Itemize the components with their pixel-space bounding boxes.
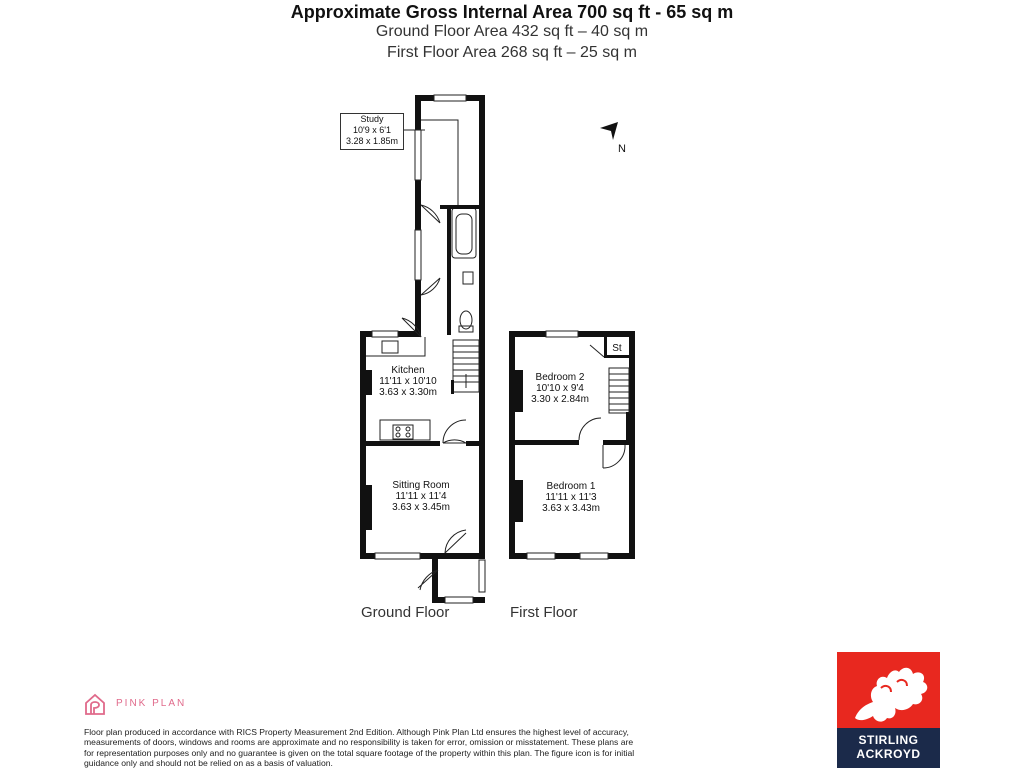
sitting-room-name: Sitting Room [392, 480, 450, 491]
kitchen-name: Kitchen [391, 365, 425, 376]
logo-navy-panel [837, 728, 940, 768]
wall [604, 355, 629, 358]
bedroom1-metric: 3.63 x 3.43m [542, 503, 600, 514]
door [590, 345, 604, 357]
chimney-breast [366, 485, 372, 530]
worktop [380, 420, 430, 440]
study-metric: 3.28 x 1.85m [345, 136, 399, 146]
study-imperial: 10'9 x 6'1 [353, 125, 391, 135]
wall [466, 441, 479, 446]
house-icon [84, 692, 106, 716]
door [603, 445, 625, 468]
door [421, 205, 440, 223]
wall [603, 440, 629, 445]
compass-label: N [618, 143, 626, 155]
door [421, 278, 440, 295]
kitchen-metric: 3.63 x 3.30m [379, 387, 437, 398]
kitchen-imperial: 11'11 x 10'10 [379, 376, 437, 387]
study-label-box [340, 113, 404, 150]
agent-name-line2: ACKROYD [856, 747, 921, 761]
chimney-breast [366, 370, 372, 395]
wall [360, 441, 440, 446]
pink-plan-text: PINK PLAN [116, 698, 187, 709]
sitting-room-imperial: 11'11 x 11'4 [395, 491, 447, 502]
pink-plan-logo [84, 692, 214, 716]
wall [440, 205, 479, 209]
ground-floor-label: Ground Floor [361, 604, 450, 621]
bedroom1-name: Bedroom 1 [546, 481, 596, 492]
window [415, 130, 421, 180]
bedroom2-metric: 3.30 x 2.84m [531, 394, 589, 405]
bedroom2-imperial: 10'10 x 9'4 [536, 383, 584, 394]
ground-floor-plan [360, 95, 485, 621]
griffin-icon [837, 652, 940, 728]
window [375, 553, 420, 559]
chimney-breast [515, 480, 523, 522]
first-floor-plan [509, 331, 635, 621]
stirling-ackroyd-logo [837, 652, 940, 768]
window [580, 553, 608, 559]
north-arrow-icon [600, 122, 626, 155]
wall [604, 337, 607, 357]
bath-tub [456, 214, 472, 254]
window [546, 331, 578, 337]
study-name: Study [360, 114, 384, 124]
sitting-room-metric: 3.63 x 3.45m [392, 502, 450, 513]
disclaimer-text: Floor plan produced in accordance with RICS Property Measurement 2nd Edition. Although Pink Plan Ltd ensures the highest level of accuracy, measurements of doors, windows and rooms are approximate and no responsibility is taken for error, omission or misstatement. These plans are for representation purposes only and no guarantee is given on the total square footage of the property within this plan. The figure icon is for initial guidance only and should not be relied on as a basis of valuation. [84, 727, 635, 769]
area-title: Approximate Gross Internal Area 700 sq ft - 65 sq m [290, 2, 734, 22]
door [579, 418, 601, 440]
first-floor-area: First Floor Area 268 sq ft – 25 sq m [387, 44, 637, 61]
logo-red-panel [837, 652, 940, 728]
bedroom1-imperial: 11'11 x 11'3 [545, 492, 597, 503]
front-door [445, 530, 466, 553]
agent-name-line1: STIRLING [858, 733, 919, 747]
window [527, 553, 555, 559]
wall [447, 205, 451, 335]
door [443, 440, 466, 443]
basin [463, 272, 473, 284]
window [434, 95, 466, 101]
wall [479, 95, 485, 555]
kitchen-sink [382, 341, 398, 353]
first-floor-label: First Floor [510, 604, 578, 621]
wall [509, 440, 579, 445]
window [445, 597, 473, 603]
store-label: St [612, 343, 622, 354]
wall [629, 331, 635, 559]
ground-floor-area: Ground Floor Area 432 sq ft – 40 sq m [375, 23, 649, 40]
stairs [609, 368, 629, 440]
window [479, 560, 485, 592]
bedroom2-name: Bedroom 2 [535, 372, 585, 383]
window [372, 331, 398, 337]
study-partition [421, 120, 458, 205]
window [415, 230, 421, 280]
stairs [451, 340, 479, 394]
chimney-breast [515, 370, 523, 412]
hob-icon [393, 425, 413, 439]
wall [432, 553, 438, 603]
